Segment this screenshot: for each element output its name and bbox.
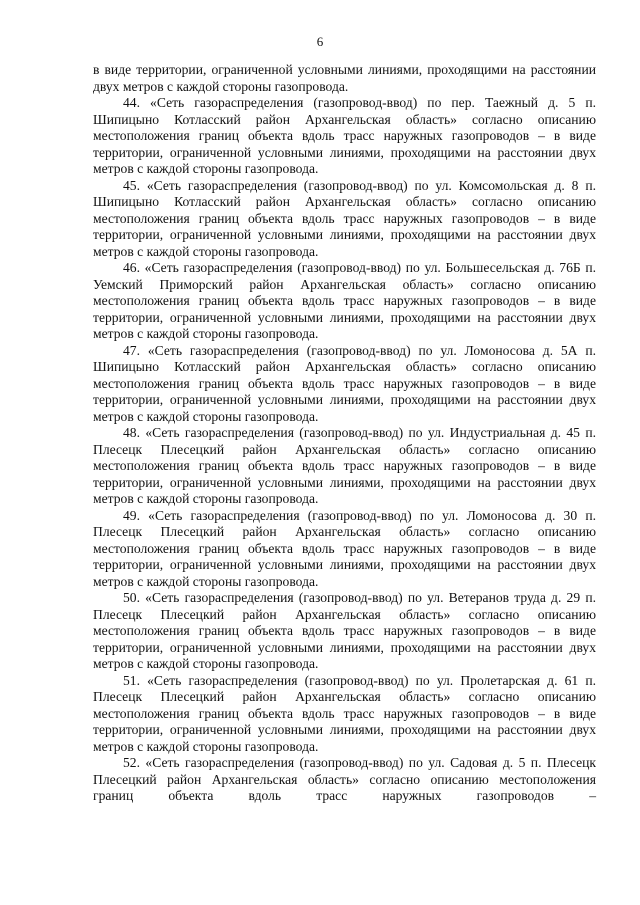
- page-number: 6: [316, 34, 324, 49]
- paragraph-item-44: 44. «Сеть газораспределения (газопровод-ввод) по пер. Таежный д. 5 п. Шипицыно Котласский район Архангельская область» согласно описанию местоположения границ объекта вдоль трасс наружных газопроводов – в виде территории, ограниченной условными линиями, проходящими на расстоянии двух метров с каждой стороны газопровода.: [93, 95, 596, 176]
- paragraph-item-48: 48. «Сеть газораспределения (газопровод-ввод) по ул. Индустриальная д. 45 п. Плесецк Плесецкий район Архангельская область» согласно описанию местоположения границ объекта вдоль трасс наружных газопроводов – в виде территории, ограниченной условными линиями, проходящими на расстоянии двух метров с каждой стороны газопровода.: [93, 425, 596, 506]
- paragraph-item-50: 50. «Сеть газораспределения (газопровод-ввод) по ул. Ветеранов труда д. 29 п. Плесецк Плесецкий район Архангельская область» согласно описанию местоположения границ объекта вдоль трасс наружных газопроводов – в виде территории, ограниченной условными линиями, проходящими на расстоянии двух метров с каждой стороны газопровода.: [93, 590, 596, 671]
- document-body: [93, 62, 596, 805]
- paragraph-item-49: 49. «Сеть газораспределения (газопровод-ввод) по ул. Ломоносова д. 30 п. Плесецк Плесецкий район Архангельская область» согласно описанию местоположения границ объекта вдоль трасс наружных газопроводов – в виде территории, ограниченной условными линиями, проходящими на расстоянии двух метров с каждой стороны газопровода.: [93, 507, 596, 589]
- paragraph-continuation: в виде территории, ограниченной условными линиями, проходящими на расстоянии двух метров с каждой стороны газопровода.: [93, 62, 596, 94]
- paragraph-item-45: 45. «Сеть газораспределения (газопровод-ввод) по ул. Комсомольская д. 8 п. Шипицыно Котласский район Архангельская область» согласно описанию местоположения границ объекта вдоль трасс наружных газопроводов – в виде территории, ограниченной условными линиями, проходящими на расстоянии двух метров с каждой стороны газопровода.: [93, 177, 596, 259]
- paragraph-item-47: 47. «Сеть газораспределения (газопровод-ввод) по ул. Ломоносова д. 5А п. Шипицыно Котласский район Архангельская область» согласно описанию местоположения границ объекта вдоль трасс наружных газопроводов – в виде территории, ограниченной условными линиями, проходящими на расстоянии двух метров с каждой стороны газопровода.: [93, 342, 596, 424]
- paragraph-item-46: 46. «Сеть газораспределения (газопровод-ввод) по ул. Большесельская д. 76Б п. Уемский Приморский район Архангельская область» согласно описанию местоположения границ объекта вдоль трасс наружных газопроводов – в виде территории, ограниченной условными линиями, проходящими на расстоянии двух метров с каждой стороны газопровода.: [93, 260, 596, 341]
- paragraph-item-52: 52. «Сеть газораспределения (газопровод-ввод) по ул. Садовая д. 5 п. Плесецк Плесецкий район Архангельская область» согласно описанию местоположения границ объекта вдоль трасс наружных газопроводов –: [93, 755, 596, 803]
- paragraph-item-51: 51. «Сеть газораспределения (газопровод-ввод) по ул. Пролетарская д. 61 п. Плесецк Плесецкий район Архангельская область» согласно описанию местоположения границ объекта вдоль трасс наружных газопроводов – в виде территории, ограниченной условными линиями, проходящими на расстоянии двух метров с каждой стороны газопровода.: [93, 672, 596, 754]
